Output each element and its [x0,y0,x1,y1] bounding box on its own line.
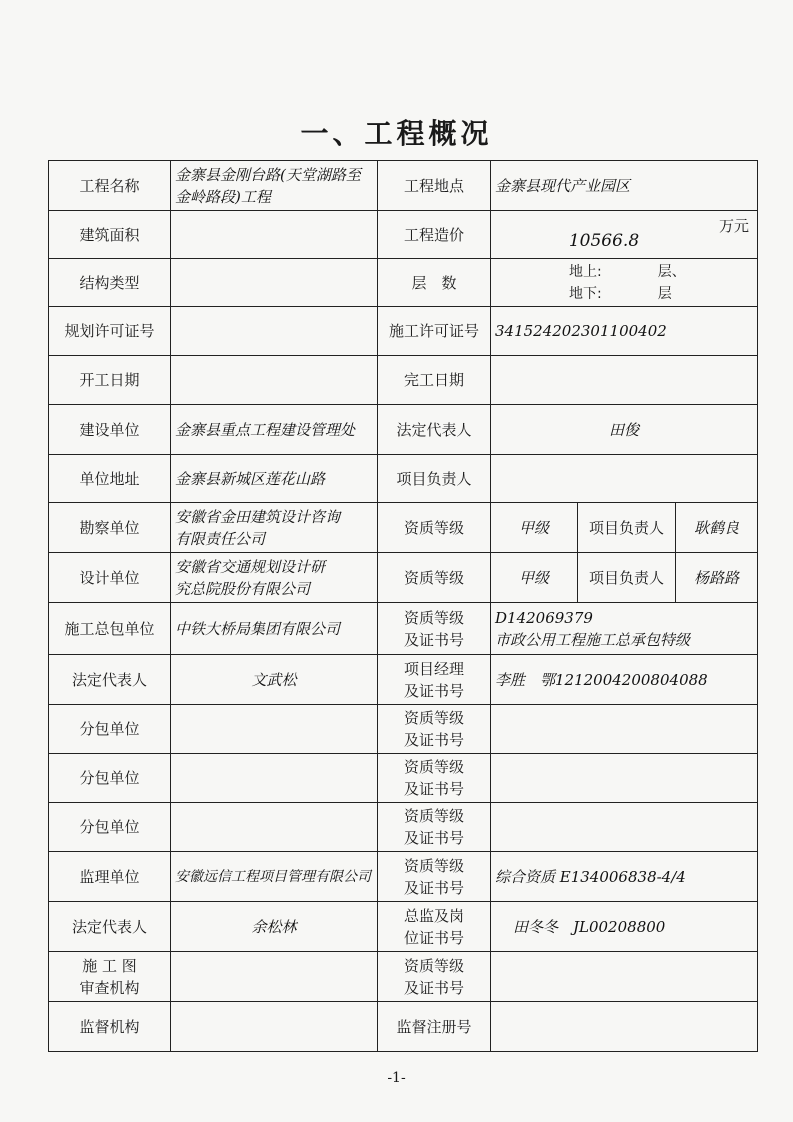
sub-cert-value-3 [491,803,758,852]
oversight-org-value [171,1002,378,1052]
row-project-name [49,161,758,211]
survey-pm-label: 项目负责人 [578,503,676,553]
contractor-legal-rep-value: 文武松 [171,655,378,705]
review-org-value [171,952,378,1002]
sub-cert-label-1: 资质等级 及证书号 [378,705,491,754]
survey-grade-label: 资质等级 [378,503,491,553]
row-subcontractor-3 [49,803,758,852]
project-cost-cell [491,211,758,259]
survey-unit-label: 勘察单位 [49,503,171,553]
supervision-legal-rep-value: 余松林 [171,902,378,952]
owner-pm-value [491,455,758,503]
row-contractor-rep [49,655,758,705]
survey-grade-value: 甲级 [491,503,578,553]
survey-pm-value: 耿鹤良 [676,503,758,553]
owner-pm-label: 项目负责人 [378,455,491,503]
survey-unit-value: 安徽省金田建筑设计咨询 有限责任公司 [171,503,378,553]
subcontractor-label-2: 分包单位 [49,754,171,803]
supervision-cert-label: 资质等级 及证书号 [378,852,491,902]
oversight-no-value [491,1002,758,1052]
project-location-value: 金寨县现代产业园区 [491,161,758,211]
construction-permit-label: 施工许可证号 [378,307,491,356]
row-address [49,455,758,503]
supervision-unit-value: 安徽远信工程项目管理有限公司 [171,852,378,902]
owner-legal-rep-label: 法定代表人 [378,405,491,455]
project-cost-label: 工程造价 [378,211,491,259]
design-grade-value: 甲级 [491,553,578,603]
design-pm-label: 项目负责人 [578,553,676,603]
row-supervision [49,852,758,902]
floor-area-value [171,211,378,259]
row-owner [49,405,758,455]
start-date-value [171,356,378,405]
page-number: -1- [387,1070,406,1086]
project-overview-table [48,160,758,1052]
start-date-label: 开工日期 [49,356,171,405]
design-grade-label: 资质等级 [378,553,491,603]
general-contractor-label: 施工总包单位 [49,603,171,655]
contractor-cert-value: D142069379 市政公用工程施工总承包特级 [491,603,758,655]
owner-legal-rep-value: 田俊 [491,405,758,455]
chief-cert-value: 田冬冬 JL00208800 [491,902,758,952]
design-pm-value: 杨路路 [676,553,758,603]
project-name-label: 工程名称 [49,161,171,211]
row-subcontractor-2 [49,754,758,803]
row-permits [49,307,758,356]
storeys-value [491,259,758,307]
completion-date-label: 完工日期 [378,356,491,405]
subcontractor-label-3: 分包单位 [49,803,171,852]
supervision-cert-value: 综合资质 E134006838-4/4 [491,852,758,902]
row-supervision-rep [49,902,758,952]
subcontractor-value-3 [171,803,378,852]
sub-cert-value-1 [491,705,758,754]
storeys-below: 地下: 层 [569,285,672,302]
row-review-org [49,952,758,1002]
sub-cert-value-2 [491,754,758,803]
construction-permit-value: 341524202301100402 [491,307,758,356]
row-contractor [49,603,758,655]
row-dates [49,356,758,405]
pm-cert-value: 李胜 鄂1212004200804088 [491,655,758,705]
review-cert-label: 资质等级 及证书号 [378,952,491,1002]
project-location-label: 工程地点 [378,161,491,211]
row-survey [49,503,758,553]
supervision-unit-label: 监理单位 [49,852,171,902]
storeys-above: 地上: 层、 [569,263,686,280]
design-unit-label: 设计单位 [49,553,171,603]
page-title: 一、工程概况 [300,117,493,150]
row-oversight [49,1002,758,1052]
unit-address-label: 单位地址 [49,455,171,503]
owner-unit-value: 金寨县重点工程建设管理处 [171,405,378,455]
planning-permit-value [171,307,378,356]
sub-cert-label-2: 资质等级 及证书号 [378,754,491,803]
sub-cert-label-3: 资质等级 及证书号 [378,803,491,852]
subcontractor-value-1 [171,705,378,754]
storeys-label: 层 数 [378,259,491,307]
contractor-legal-rep-label: 法定代表人 [49,655,171,705]
row-subcontractor-1 [49,705,758,754]
supervision-legal-rep-label: 法定代表人 [49,902,171,952]
subcontractor-value-2 [171,754,378,803]
owner-unit-label: 建设单位 [49,405,171,455]
planning-permit-label: 规划许可证号 [49,307,171,356]
row-floor-area [49,211,758,259]
design-unit-value: 安徽省交通规划设计研 究总院股份有限公司 [171,553,378,603]
pm-cert-label: 项目经理 及证书号 [378,655,491,705]
floor-area-label: 建筑面积 [49,211,171,259]
structure-type-value [171,259,378,307]
completion-date-value [491,356,758,405]
project-name-value: 金寨县金刚台路(天堂湖路至 金岭路段)工程 [171,161,378,211]
chief-cert-label: 总监及岗 位证书号 [378,902,491,952]
general-contractor-value: 中铁大桥局集团有限公司 [171,603,378,655]
row-design [49,553,758,603]
oversight-no-label: 监督注册号 [378,1002,491,1052]
project-cost-value: 10566.8 [568,230,640,251]
structure-type-label: 结构类型 [49,259,171,307]
subcontractor-label-1: 分包单位 [49,705,171,754]
unit-address-value: 金寨县新城区莲花山路 [171,455,378,503]
review-cert-value [491,952,758,1002]
review-org-label: 施 工 图 审查机构 [49,952,171,1002]
oversight-org-label: 监督机构 [49,1002,171,1052]
row-structure [49,259,758,307]
cost-unit: 万元 [718,217,749,235]
contractor-cert-label: 资质等级 及证书号 [378,603,491,655]
